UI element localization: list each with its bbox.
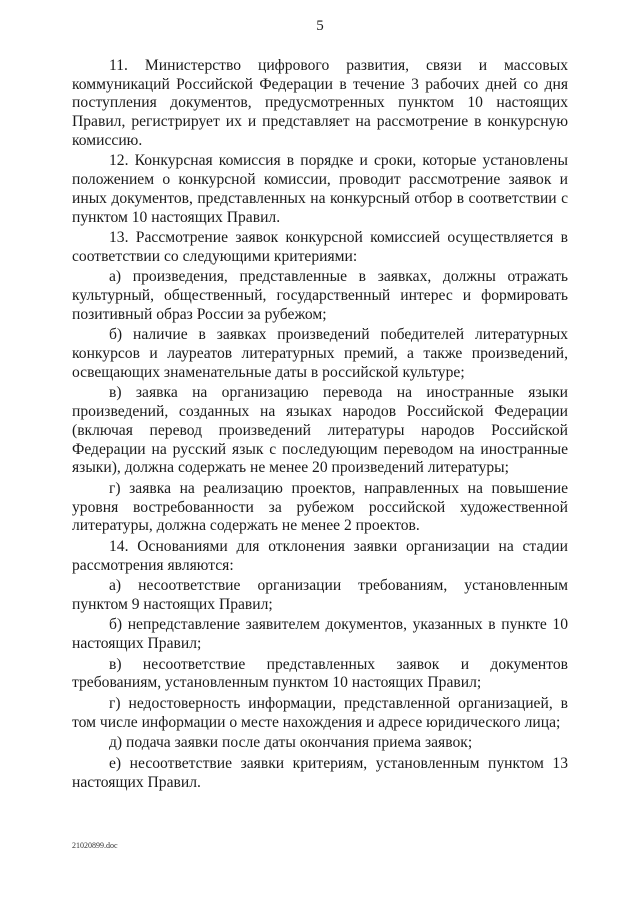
- paragraph-14: 14. Основаниями для отклонения заявки организации на стадии рассмотрения являются:: [72, 537, 568, 574]
- paragraph-13-v: в) заявка на организацию перевода на иностранные языки произведений, созданных на языках народов Российской Федерации (включая перевод произведений литературы народов Российской Федерации на русский язык с последующим переводом на иностранные языки), должна содержать не менее 20 произведений литературы;: [72, 384, 568, 477]
- paragraph-13-g: г) заявка на реализацию проектов, направленных на повышение уровня востребованности за рубежом российской художественной литературы, должна содержать не менее 2 проектов.: [72, 479, 568, 535]
- paragraph-14-e: е) несоответствие заявки критериям, установленным пунктом 13 настоящих Правил.: [72, 754, 568, 791]
- paragraph-14-g: г) недостоверность информации, представленной организацией, в том числе информации о месте нахождения и адресе юридического лица;: [72, 695, 568, 731]
- footer-file-code: 21020899.doc: [72, 841, 118, 850]
- paragraph-14-v: в) несоответствие представленных заявок и документов требованиям, установленным пунктом 10 настоящих Правил;: [72, 655, 568, 692]
- paragraph-14-a: а) несоответствие организации требованиям, установленным пунктом 9 настоящих Правил;: [72, 577, 568, 613]
- document-body: [72, 57, 568, 794]
- paragraph-12: 12. Конкурсная комиссия в порядке и сроки, которые установлены положением о конкурсной комиссии, проводит рассмотрение заявок и иных документов, представленных на конкурсный отбор в соответствии с пунктом 10 настоящих Правил.: [72, 152, 568, 226]
- paragraph-14-b: б) непредставление заявителем документов, указанных в пункте 10 настоящих Правил;: [72, 616, 568, 653]
- page-number: 5: [316, 18, 324, 34]
- paragraph-14-d: д) подача заявки после даты окончания приема заявок;: [109, 734, 473, 752]
- paragraph-11: 11. Министерство цифрового развития, связи и массовых коммуникаций Российской Федерации в течение 3 рабочих дней со дня поступления документов, предусмотренных пунктом 10 настоящих Правил, регистрирует их и представляет на рассмотрение в конкурсную комиссию.: [72, 57, 568, 149]
- paragraph-13-b: б) наличие в заявках произведений победителей литературных конкурсов и лауреатов литературных премий, а также произведений, освещающих знаменательные даты в российской культуре;: [72, 326, 568, 381]
- paragraph-13-a: а) произведения, представленные в заявках, должны отражать культурный, общественный, государственный интерес и формировать позитивный образ России за рубежом;: [72, 268, 568, 323]
- paragraph-13: 13. Рассмотрение заявок конкурсной комиссией осуществляется в соответствии со следующими критериями:: [72, 229, 568, 265]
